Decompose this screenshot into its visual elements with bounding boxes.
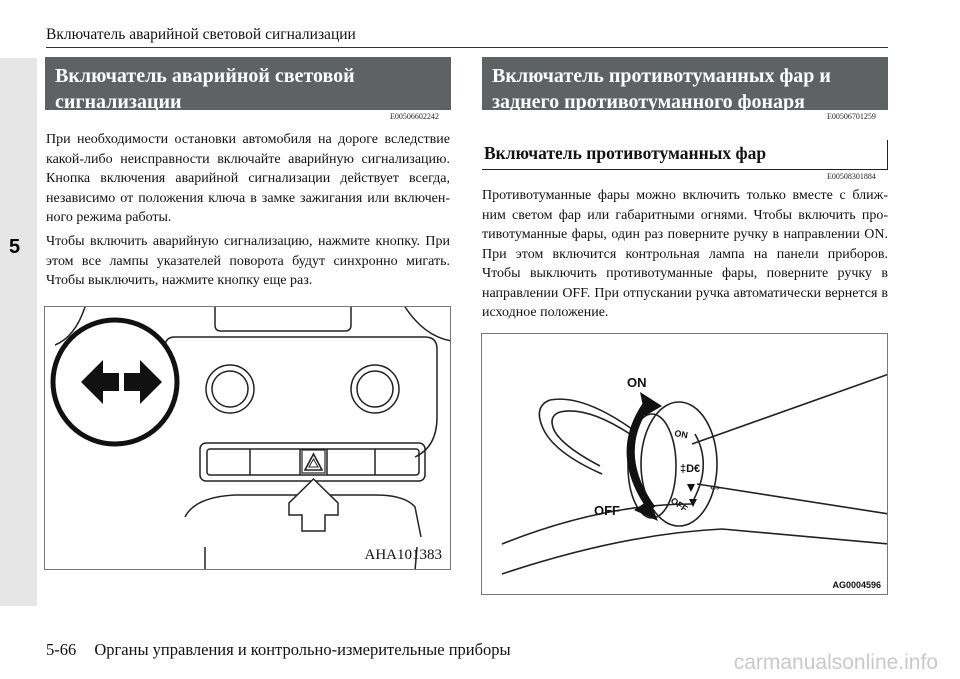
hazard-paragraph-1: При необходимости остановки автомобиля на дороге вследствие какой-либо неисправности включайте аварийную сигнализацию. Кнопка включения аварийной сигнализации действует всегда, независимо от положения ключа в замке зажигания или включен-ного режима работы. xyxy=(46,132,450,225)
fog-figure-label: AG0004596 xyxy=(832,580,881,590)
fog-section-code: E00506701259 xyxy=(827,112,876,121)
fog-paragraph: Противотуманные фары можно включить только вместе с ближ-ним светом фар или габаритными огнями. Чтобы включить про-тивотуманные фары, один раз поверните ручку в направлении ON. При этом включится контрольная лампа на панели приборов. Чтобы выключить противотуманные фары, поверните ручку в направлении OFF. При отпускании ручка автоматически вернется в исходное положение. xyxy=(482,188,888,320)
footer-section: Органы управления и контрольно-измерительные приборы xyxy=(94,640,511,659)
hazard-section-code: E00506602242 xyxy=(390,112,439,121)
fog-ring-on-mark: ON xyxy=(673,428,689,441)
site-watermark: carmanualsonline.info xyxy=(733,651,938,674)
fog-switch-illustration xyxy=(482,334,888,595)
fog-off-label: OFF xyxy=(594,503,620,518)
page-number: 5-66 xyxy=(46,640,77,659)
svg-text:⇔: ⇔ xyxy=(707,479,723,496)
chapter-number: 5 xyxy=(9,236,21,258)
fog-subsection-title: Включатель противотуманных фар xyxy=(482,140,888,170)
svg-text:‡D€: ‡D€ xyxy=(680,463,701,475)
page-footer xyxy=(46,640,511,660)
header-rule xyxy=(46,47,888,48)
hazard-paragraph-2: Чтобы включить аварийную сигнализацию, нажмите кнопку. При этом все лампы указателей поворота будут синхронно мигать. Чтобы выключить, нажмите кнопку еще раз. xyxy=(46,234,450,288)
hazard-switch-illustration xyxy=(45,307,451,570)
hazard-figure-label: AHA101383 xyxy=(364,547,442,563)
hazard-section-title: Включатель аварийной световой сигнализации xyxy=(45,57,451,110)
running-header: Включатель аварийной световой сигнализации xyxy=(46,26,356,43)
fog-switch-figure xyxy=(481,333,888,595)
chapter-tab xyxy=(0,58,37,606)
fog-section-title: Включатель противотуманных фар и заднего противотуманного фонаря xyxy=(482,57,888,110)
fog-ring-off-mark: OFF xyxy=(668,495,690,514)
fog-subsection-code: E00508301884 xyxy=(827,172,876,181)
fog-on-label: ON xyxy=(627,375,647,390)
hazard-switch-figure xyxy=(44,306,451,570)
